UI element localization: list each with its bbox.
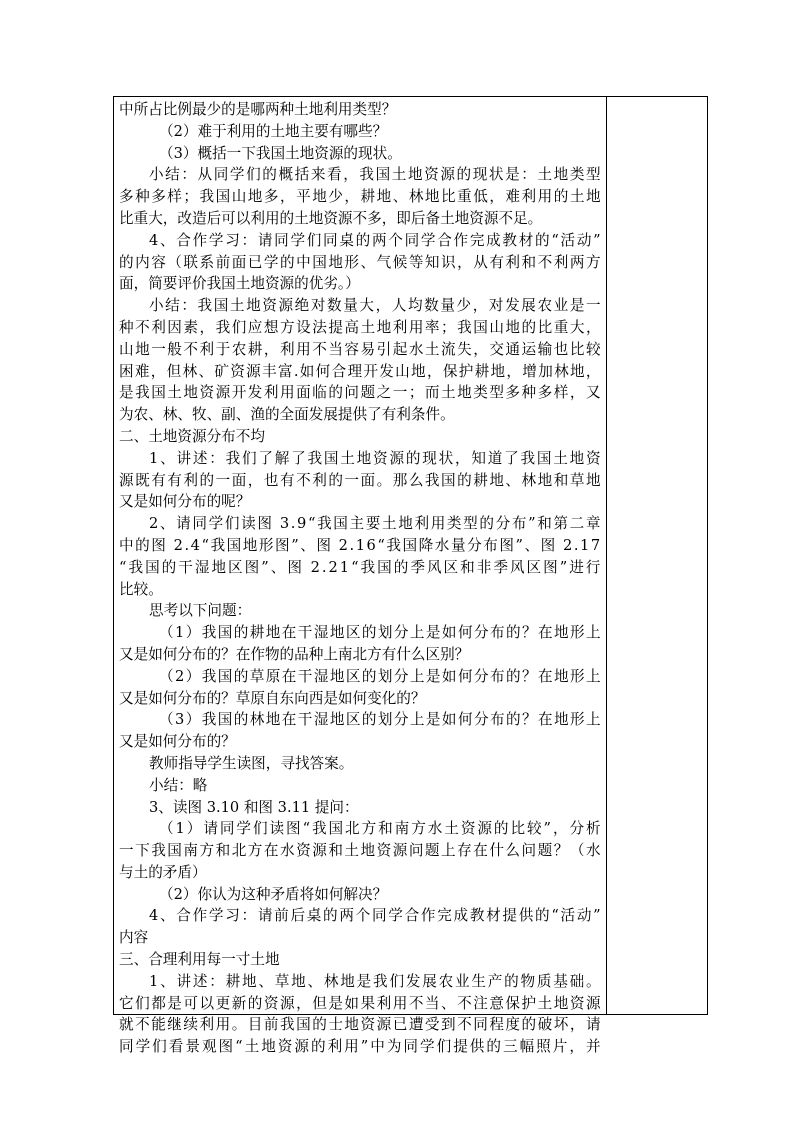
text-line: 又是如何分布的？在作物的品种上南北方有什么区别？ <box>119 645 470 663</box>
text-line: 三、合理利用每一寸土地 <box>119 951 280 969</box>
text-line: 困难，但林、矿资源丰富.如何合理开发山地，保护耕地，增加林地， <box>119 362 602 380</box>
text-line: 山地一般不利于农耕，利用不当容易引起水土流失，交通运输也比较 <box>119 340 603 358</box>
text-line: 比重大，改造后可以利用的土地资源不多，即后备土地资源不足。 <box>119 209 543 227</box>
text-line: 小结：我国土地资源绝对数量大，人均数量少，对发展农业是一 <box>149 297 603 315</box>
text-line: “我国的干湿地区图”、图 2.21“我国的季风区和非季风区图”进行 <box>119 558 603 576</box>
text-line: 2、请同学们读图 3.9“我国主要土地利用类型的分布”和第二章 <box>149 515 603 533</box>
text-line: （3）我国的林地在干湿地区的划分上是如何分布的？在地形上 <box>159 711 603 729</box>
text-line: 又是如何分布的？草原自东向西是如何变化的？ <box>119 689 426 707</box>
text-line: 中所占比例最少的是哪两种土地利用类型？ <box>119 101 397 118</box>
text-line: 种不利因素，我们应想方设法提高土地利用率；我国山地的比重大， <box>119 318 603 336</box>
text-line: 二、土地资源分布不均 <box>119 427 265 445</box>
text-line: 教师指导学生读图，寻找答案。 <box>149 754 354 772</box>
text-line: 小结：略 <box>149 776 208 794</box>
text-line: 思考以下问题： <box>149 602 252 620</box>
text-line: 源既有有利的一面，也有不利的一面。那么我国的耕地、林地和草地 <box>119 471 603 489</box>
text-line: 一下我国南方和北方在水资源和土地资源问题上存在什么问题？（水 <box>119 842 603 860</box>
text-line: 1、讲述：耕地、草地、林地是我们发展农业生产的物质基础。 <box>149 972 603 990</box>
text-line: 与土的矛盾） <box>119 863 207 881</box>
text-line: 中的图 2.4“我国地形图”、图 2.16“我国降水量分布图”、图 2.17 <box>119 536 602 554</box>
text-line: 比较。 <box>119 580 163 598</box>
text-line: （2）难于利用的土地主要有哪些？ <box>159 122 388 140</box>
text-line: 又是如何分布的呢？ <box>119 493 251 511</box>
text-line: 内容 <box>119 929 149 947</box>
text-line: 面，简要评价我国土地资源的优劣。） <box>119 275 360 293</box>
text-line: （2）你认为这种矛盾将如何解决？ <box>159 885 388 903</box>
text-line: （2）我国的草原在干湿地区的划分上是如何分布的？在地形上 <box>159 667 603 685</box>
text-line: 多种多样；我国山地多，平地少，耕地、林地比重低，难利用的土地 <box>119 188 603 206</box>
text-line: 是我国土地资源开发利用面临的问题之一；而土地类型多种多样，又 <box>119 384 603 402</box>
text-line: （3）概括一下我国土地资源的现状。 <box>159 144 402 162</box>
lesson-content-cell <box>119 99 603 1056</box>
text-line: 4、合作学习：请同学们同桌的两个同学合作完成教材的“活动” <box>149 231 603 249</box>
text-line: 就不能继续利用。目前我国的士地资源已遭受到不同程度的破坏，请 <box>119 1016 603 1034</box>
text-line: 3、读图 3.10 和图 3.11 提问： <box>149 798 359 816</box>
lesson-table <box>113 96 708 1056</box>
text-line: 又是如何分布的？ <box>119 733 236 751</box>
text-line: 1、讲述：我们了解了我国土地资源的现状，知道了我国土地资 <box>149 449 603 467</box>
text-line: 它们都是可以更新的资源，但是如果利用不当、不注意保护土地资源 <box>119 994 603 1012</box>
text-line: 4、合作学习：请前后桌的两个同学合作完成教材提供的“活动” <box>149 907 603 925</box>
text-line: （1）请同学们读图“我国北方和南方水土资源的比较”，分析 <box>159 820 603 838</box>
text-line: 小结：从同学们的概括来看，我国土地资源的现状是：土地类型 <box>149 166 603 184</box>
text-line: （1）我国的耕地在干湿地区的划分上是如何分布的？在地形上 <box>159 624 603 642</box>
text-line: 为农、林、牧、副、渔的全面发展提供了有利条件。 <box>119 406 455 424</box>
text-line: 的内容（联系前面已学的中国地形、气候等知识，从有利和不利两方 <box>119 253 603 271</box>
text-line: 同学们看景观图“土地资源的利用”中为同学们提供的三幅照片，并 <box>119 1038 603 1056</box>
notes-cell <box>607 97 707 1014</box>
